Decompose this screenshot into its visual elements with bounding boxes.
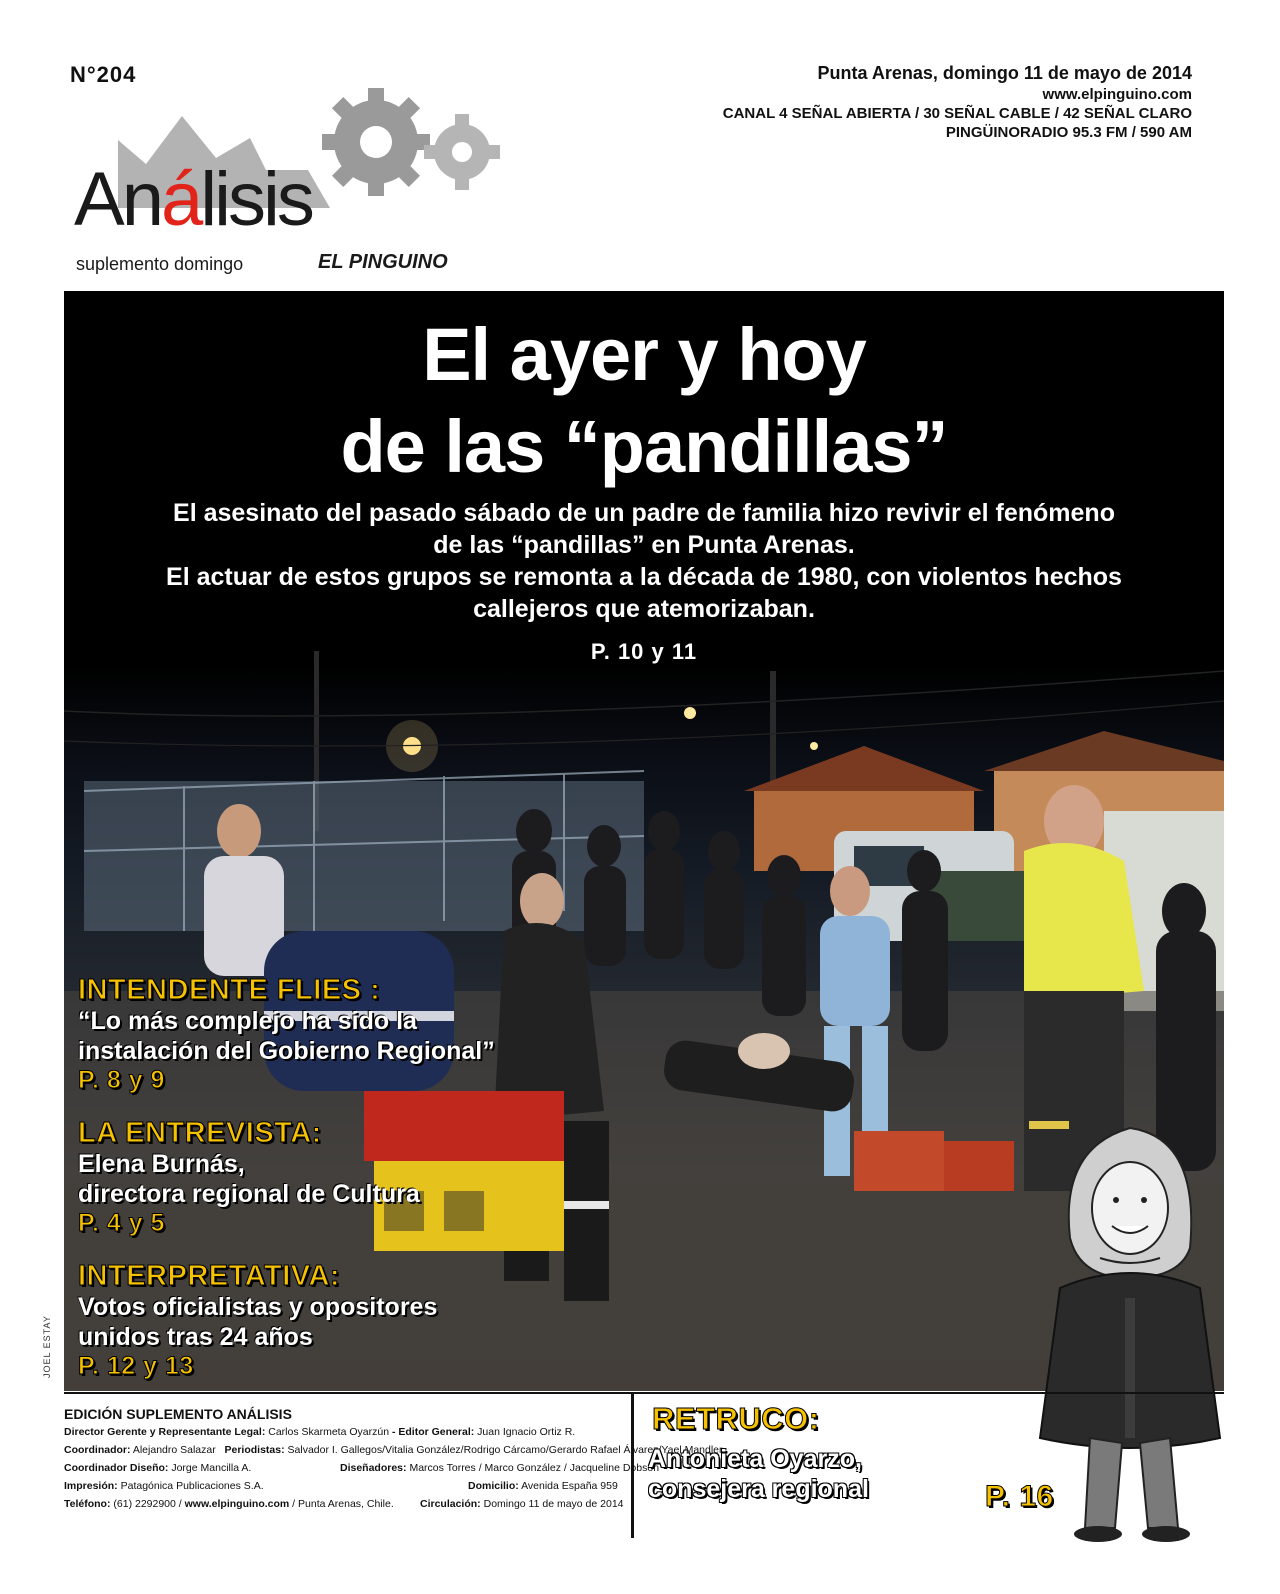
director-label: Director Gerente y Representante Legal: [64, 1426, 266, 1438]
teaser-label: INTERPRETATIVA: [78, 1260, 341, 1292]
phone-label: Teléfono: [64, 1498, 111, 1510]
retruco-pages[interactable]: P. 16 [985, 1480, 1054, 1513]
edition-circulation [420, 1498, 624, 1510]
logo-text-end: lisis [200, 157, 312, 242]
newspaper-name: EL PINGUINO [318, 251, 448, 273]
designers-label: Diseñadores: [340, 1462, 407, 1474]
tv-channels: CANAL 4 SEÑAL ABIERTA / 30 SEÑAL CABLE / 42 SEÑAL CLARO [722, 105, 1192, 123]
website-link[interactable]: www.elpinguino.com [1042, 86, 1192, 104]
publication-date: Punta Arenas, domingo 11 de mayo de 2014 [817, 63, 1192, 83]
main-headline [64, 309, 1224, 493]
editor-label: - Editor General: [391, 1426, 475, 1438]
edition-design-coordinator [64, 1462, 251, 1474]
main-dek [104, 497, 1184, 625]
journalists-names: Salvador I. Gallegos/Vitalia González/Rodrigo Cárcamo/Gerardo Rafael Álvarez/Yael Mandler [287, 1444, 723, 1456]
coordinator-label: Coordinador: [64, 1444, 131, 1456]
edition-address [468, 1480, 618, 1492]
edition-title: EDICIÓN SUPLEMENTO ANÁLISIS [64, 1406, 292, 1422]
circulation-label: Circulación: [420, 1498, 481, 1510]
phone-separator: / [178, 1498, 182, 1510]
masthead-info [723, 62, 1192, 143]
teaser-pages: P. 8 y 9 [78, 1066, 165, 1094]
teaser-pages: P. 12 y 13 [78, 1352, 194, 1380]
coordinator-name: Alejandro Salazar [132, 1444, 216, 1456]
teaser-pages: P. 4 y 5 [78, 1209, 165, 1237]
phone-number: (61) 2292900 [113, 1498, 176, 1510]
dek-line-2: de las “pandillas” en Punta Arenas. [433, 531, 855, 559]
teaser-text: instalación del Gobierno Regional” [78, 1037, 495, 1065]
edition-phone [64, 1498, 394, 1510]
dek-line-1: El asesinato del pasado sábado de un padre de familia hizo revivir el fenómeno [173, 499, 1115, 527]
design-coordinator-name: Jorge Mancilla A. [171, 1462, 252, 1474]
edition-printing [64, 1480, 264, 1492]
editor-name: Juan Ignacio Ortiz R. [477, 1426, 576, 1438]
teaser-text: Elena Burnás, [78, 1150, 245, 1178]
teaser-text: directora regional de Cultura [78, 1180, 420, 1208]
retruco-label[interactable]: RETRUCO: [652, 1401, 820, 1436]
teaser-interpretativa[interactable] [78, 1260, 437, 1380]
director-name: Carlos Skarmeta Oyarzún [268, 1426, 390, 1438]
logo-text-accent: á [160, 157, 201, 242]
address-label: Domicilio: [468, 1480, 519, 1492]
logo-text-start: An [74, 157, 161, 242]
footer-website-link[interactable]: www.elpinguino.com [184, 1498, 290, 1510]
retruco-name [648, 1444, 869, 1504]
retruco-line-1: Antonieta Oyarzo, [648, 1445, 862, 1473]
edition-designers [340, 1462, 659, 1474]
teaser-intendente[interactable] [78, 974, 495, 1094]
caricature-illustration [1030, 1108, 1230, 1548]
teaser-text: “Lo más complejo ha sido la [78, 1007, 417, 1035]
designers-names: Marcos Torres / Marco González / Jacqueline Dobson [409, 1462, 660, 1474]
radio-frequencies: PINGÜINORADIO 95.3 FM / 590 AM [945, 124, 1192, 142]
teaser-entrevista[interactable] [78, 1117, 420, 1237]
address-value: Avenida España 959 [521, 1480, 618, 1492]
teaser-text: Votos oficialistas y opositores [78, 1293, 438, 1321]
dek-line-3: El actuar de estos grupos se remonta a la década de 1980, con violentos hechos [166, 563, 1122, 591]
teaser-label: INTENDENTE FLIES : [78, 974, 381, 1006]
retruco-line-2: consejera regional [648, 1475, 869, 1503]
teaser-text: unidos tras 24 años [78, 1323, 313, 1351]
edition-coordinator-row [64, 1444, 723, 1456]
footer-divider [64, 1392, 1224, 1394]
headline-line-1: El ayer y hoy [422, 313, 866, 396]
city-name: / Punta Arenas, Chile. [292, 1498, 394, 1510]
headline-line-2: de las “pandillas” [340, 405, 948, 488]
main-page-ref[interactable]: P. 10 y 11 [590, 639, 698, 664]
dek-line-4: callejeros que atemorizaban. [473, 595, 815, 623]
design-coordinator-label: Coordinador Diseño: [64, 1462, 169, 1474]
logo-subtitle: suplemento domingo [76, 254, 244, 274]
analisis-logo [74, 157, 312, 242]
photo-credit: JOEL ESTAY [42, 1315, 52, 1378]
journalists-label: Periodistas: [224, 1444, 285, 1456]
teaser-label: LA ENTREVISTA: [78, 1117, 322, 1149]
edition-director-row [64, 1426, 575, 1438]
printing-label: Impresión: [64, 1480, 118, 1492]
circulation-date: Domingo 11 de mayo de 2014 [483, 1498, 624, 1510]
issue-number: N°204 [70, 62, 137, 87]
printing-name: Patagónica Publicaciones S.A. [120, 1480, 264, 1492]
